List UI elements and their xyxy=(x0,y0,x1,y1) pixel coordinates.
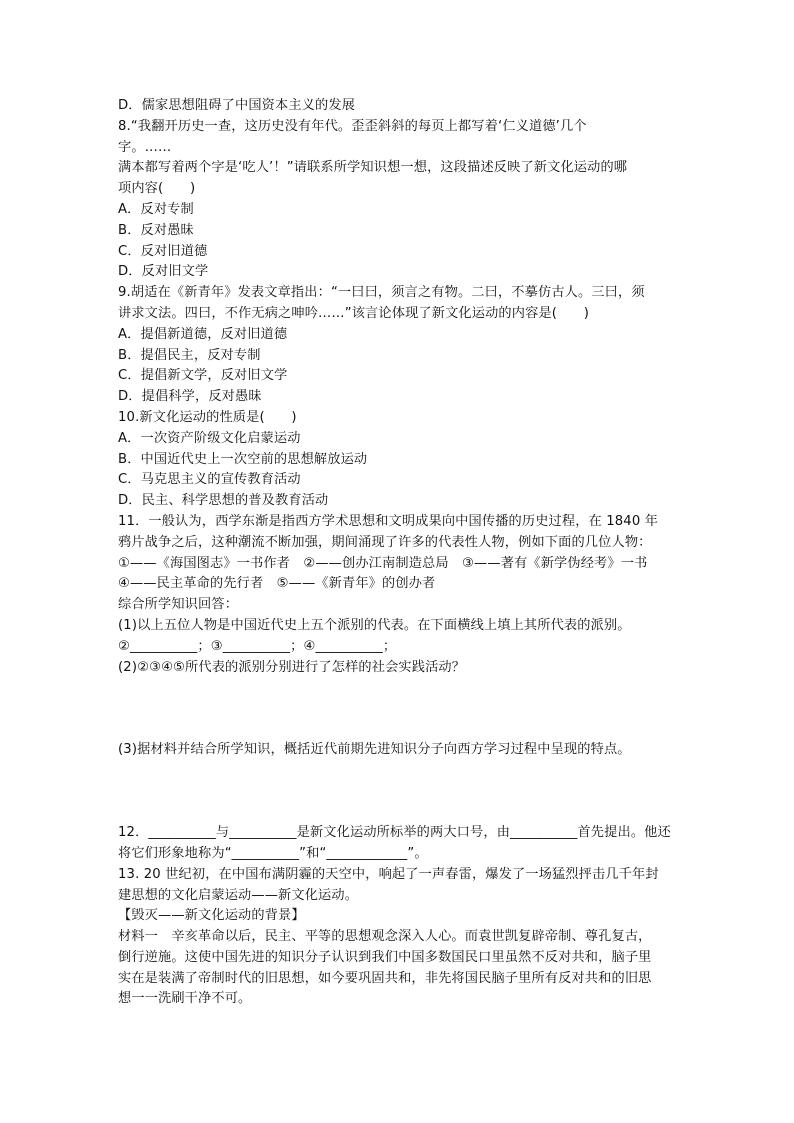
text-line: ④——民主革命的先行者 ⑤——《新青年》的创办者 xyxy=(118,576,436,592)
text-line: B．反对愚昧 xyxy=(118,222,194,238)
text-line: D．反对旧文学 xyxy=(118,264,209,280)
text-line: (3)据材料并结合所学知识，概括近代前期先进知识分子向西方学习过程中呈现的特点。 xyxy=(118,742,631,758)
text-line: B．中国近代史上一次空前的思想解放运动 xyxy=(118,451,368,467)
text-line: 字。…… xyxy=(118,139,172,155)
text-line: 材料一 辛亥革命以后，民主、平等的思想观念深入人心。而袁世凯复辟帝制、尊孔复古， xyxy=(118,929,652,945)
text-line: 实在是装满了帝制时代的旧思想，如今要巩固共和，非先将国民脑子里所有反对共和的旧思 xyxy=(118,970,652,986)
text-line: 10.新文化运动的性质是( ) xyxy=(118,409,297,425)
text-line: A．一次资产阶级文化启蒙运动 xyxy=(118,430,301,446)
text-line: 鸦片战争之后，这种潮流不断加强，期间涌现了许多的代表性人物，例如下面的几位人物： xyxy=(118,534,652,550)
text-line: 满本都写着两个字是‘吃人’！”请联系所学知识想一想，这段描述反映了新文化运动的哪 xyxy=(118,160,628,176)
text-line: D．儒家思想阻碍了中国资本主义的发展 xyxy=(118,98,356,113)
text-line: A．反对专制 xyxy=(118,201,194,217)
text-line: 8.“我翻开历史一查，这历史没有年代。歪歪斜斜的每页上都写着‘仁义道德’几个 xyxy=(118,118,587,134)
text-line: 12．__________与__________是新文化运动所标举的两大口号，由__________首先提出。他还 xyxy=(118,825,671,841)
text-line: 13. 20 世纪初，在中国布满阴霾的天空中，响起了一声春雷，爆发了一场猛烈抨击几千年封 xyxy=(118,866,659,882)
text-line: 【毁灭——新文化运动的背景】 xyxy=(118,908,305,924)
text-line: 综合所学知识回答： xyxy=(118,597,239,613)
text-line: (2)②③④⑤所代表的派别分别进行了怎样的社会实践活动？ xyxy=(118,659,466,675)
text-line: 倒行逆施。这使中国先进的知识分子认识到我们中国多数国民口里虽然不反对共和，脑子里 xyxy=(118,949,652,965)
answer-space xyxy=(118,678,678,740)
text-line: 11．一般认为，西学东渐是指西方学术思想和文明成果向中国传播的历史过程，在 1840 年 xyxy=(118,513,659,529)
text-line: 项内容( ) xyxy=(118,181,196,197)
text-line: B．提倡民主，反对专制 xyxy=(118,347,261,363)
document-page xyxy=(118,96,678,1010)
text-line: A．提倡新道德，反对旧道德 xyxy=(118,326,288,342)
text-line: D．民主、科学思想的普及教育活动 xyxy=(118,493,329,509)
text-line: C．马克思主义的宣传教育活动 xyxy=(118,472,301,488)
text-line: ②__________；③__________；④__________； xyxy=(118,638,397,654)
text-line: (1)以上五位人物是中国近代史上五个派别的代表。在下面横线上填上其所代表的派别。 xyxy=(118,617,631,633)
text-line: D．提倡科学，反对愚昧 xyxy=(118,389,262,405)
text-line: 将它们形象地称为“__________”和“____________”。 xyxy=(118,845,428,861)
text-line: C．提倡新文学，反对旧文学 xyxy=(118,368,288,384)
text-line: 建思想的文化启蒙运动——新文化运动。 xyxy=(118,887,359,903)
text-line: 9.胡适在《新青年》发表文章指出：“一曰曰，须言之有物。二曰，不摹仿古人。三曰，须 xyxy=(118,285,645,301)
answer-space xyxy=(118,761,678,823)
text-line: 想一一洗刷干净不可。 xyxy=(118,991,252,1007)
text-line: ①——《海国图志》一书作者 ②——创办江南制造总局 ③——著有《新学伪经考》一书 xyxy=(118,555,648,571)
text-line: C．反对旧道德 xyxy=(118,243,208,259)
text-line: 讲求文法。四曰，不作无病之呻吟……”该言论体现了新文化运动的内容是( ) xyxy=(118,305,590,321)
